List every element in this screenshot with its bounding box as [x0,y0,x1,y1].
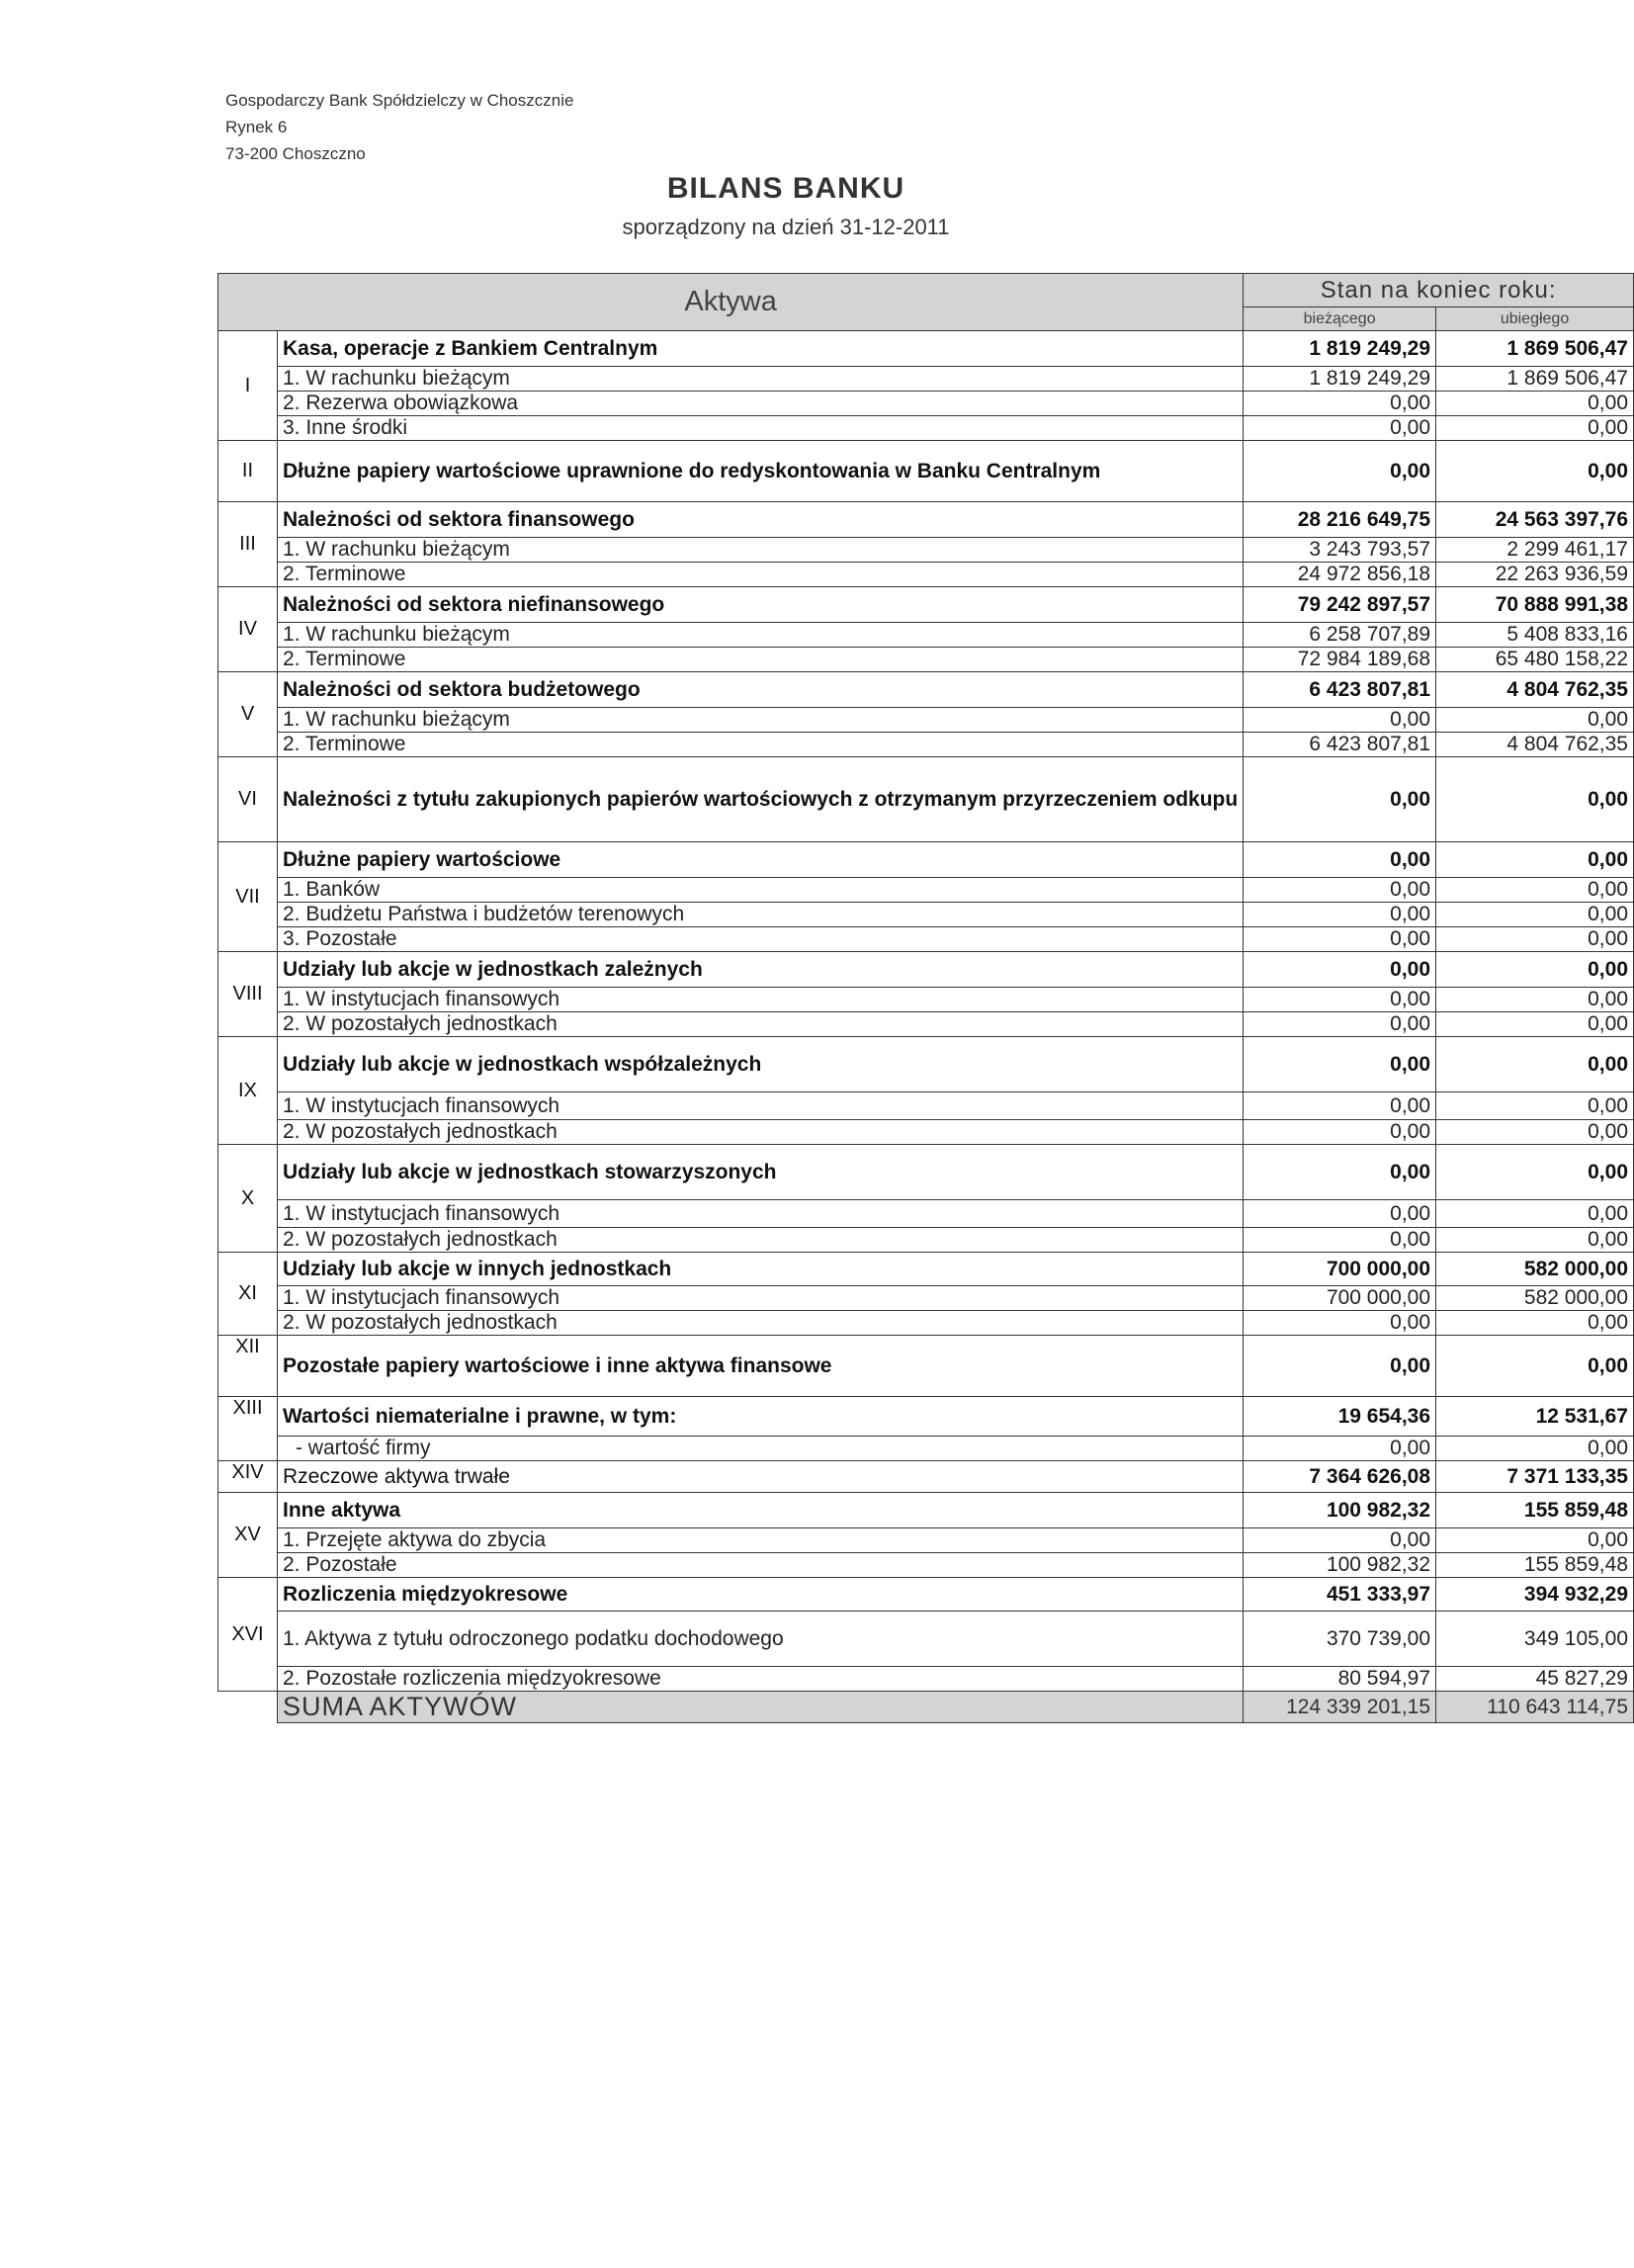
item-label: 1. W rachunku bieżącym [277,623,1243,648]
table-row [218,757,1634,842]
section-current-value: 0,00 [1244,1336,1436,1397]
header-stan-na-koniec: Stan na koniec roku: [1244,274,1634,307]
table-row [218,1397,1634,1437]
section-number: I [218,331,278,441]
item-label: 3. Pozostałe [277,927,1243,952]
section-current-value: 79 242 897,57 [1244,587,1436,623]
item-current-value: 72 984 189,68 [1244,648,1436,672]
table-row [218,538,1634,563]
section-label: Rzeczowe aktywa trwałe [277,1461,1243,1493]
item-previous-value: 0,00 [1436,1092,1634,1120]
item-label: 2. Terminowe [277,648,1243,672]
table-row [218,563,1634,587]
item-label: 2. W pozostałych jednostkach [277,1311,1243,1336]
section-number: XI [218,1253,278,1336]
item-previous-value: 0,00 [1436,416,1634,441]
item-previous-value: 0,00 [1436,1528,1634,1553]
table-row [218,1200,1634,1228]
section-number: IX [218,1037,278,1145]
table-row [218,502,1634,538]
section-number: XVI [218,1578,278,1692]
item-current-value: 0,00 [1244,1437,1436,1461]
item-previous-value: 0,00 [1436,392,1634,416]
item-previous-value: 65 480 158,22 [1436,648,1634,672]
address-street: Rynek 6 [225,118,288,136]
section-previous-value: 12 531,67 [1436,1397,1634,1437]
total-spacer [218,1692,278,1723]
table-row [218,367,1634,392]
section-number: II [218,441,278,502]
table-row [218,1286,1634,1311]
section-previous-value: 155 859,48 [1436,1493,1634,1528]
item-current-value: 0,00 [1244,903,1436,927]
table-row [218,1012,1634,1037]
section-current-value: 0,00 [1244,757,1436,842]
table-row [218,1145,1634,1200]
total-row [218,1692,1634,1723]
item-label: 2. Terminowe [277,733,1243,757]
address-city: 73-200 Choszczno [225,144,366,163]
item-current-value: 0,00 [1244,1200,1436,1228]
item-label: 2. Pozostałe rozliczenia międzyokresowe [277,1667,1243,1692]
section-previous-value: 0,00 [1436,842,1634,878]
section-number: VIII [218,952,278,1037]
item-label: 1. Aktywa z tytułu odroczonego podatku dochodowego [277,1612,1243,1667]
section-current-value: 0,00 [1244,1145,1436,1200]
section-previous-value: 0,00 [1436,757,1634,842]
item-label: 2. Budżetu Państwa i budżetów terenowych [277,903,1243,927]
section-number: XIII [218,1397,278,1461]
table-row [218,648,1634,672]
section-current-value: 6 423 807,81 [1244,672,1436,708]
item-previous-value: 0,00 [1436,927,1634,952]
section-previous-value: 582 000,00 [1436,1253,1634,1286]
item-current-value: 0,00 [1244,1528,1436,1553]
item-label: 2. Rezerwa obowiązkowa [277,392,1243,416]
item-current-value: 0,00 [1244,1120,1436,1145]
section-label: Dłużne papiery wartościowe [277,842,1243,878]
section-previous-value: 0,00 [1436,1336,1634,1397]
item-current-value: 0,00 [1244,988,1436,1012]
item-previous-value: 0,00 [1436,1228,1634,1253]
item-label: 1. W instytucjach finansowych [277,1286,1243,1311]
section-current-value: 0,00 [1244,952,1436,988]
table-row [218,1311,1634,1336]
section-label: Udziały lub akcje w jednostkach współzależnych [277,1037,1243,1092]
section-label: Udziały lub akcje w jednostkach zależnych [277,952,1243,988]
item-previous-value: 0,00 [1436,988,1634,1012]
item-current-value: 700 000,00 [1244,1286,1436,1311]
section-label: Należności od sektora budżetowego [277,672,1243,708]
item-current-value: 0,00 [1244,878,1436,903]
table-row [218,1228,1634,1253]
section-current-value: 19 654,36 [1244,1397,1436,1437]
section-number: VI [218,757,278,842]
item-previous-value: 349 105,00 [1436,1612,1634,1667]
header-aktywa: Aktywa [218,274,1244,331]
item-previous-value: 1 869 506,47 [1436,367,1634,392]
item-previous-value: 22 263 936,59 [1436,563,1634,587]
table-row [218,1528,1634,1553]
table-row [218,392,1634,416]
section-previous-value: 0,00 [1436,1145,1634,1200]
section-previous-value: 70 888 991,38 [1436,587,1634,623]
section-label: Udziały lub akcje w jednostkach stowarzyszonych [277,1145,1243,1200]
section-current-value: 7 364 626,08 [1244,1461,1436,1493]
section-label: Pozostałe papiery wartościowe i inne aktywa finansowe [277,1336,1243,1397]
section-label: Inne aktywa [277,1493,1243,1528]
item-label: 2. Pozostałe [277,1553,1243,1578]
table-row [218,988,1634,1012]
section-current-value: 451 333,97 [1244,1578,1436,1612]
item-previous-value: 0,00 [1436,903,1634,927]
table-row [218,1336,1634,1397]
table-row [218,1253,1634,1286]
item-current-value: 6 423 807,81 [1244,733,1436,757]
item-previous-value: 582 000,00 [1436,1286,1634,1311]
item-current-value: 0,00 [1244,416,1436,441]
table-header-row [218,274,1634,307]
item-label: 2. W pozostałych jednostkach [277,1120,1243,1145]
table-row [218,927,1634,952]
item-current-value: 100 982,32 [1244,1553,1436,1578]
document-subtitle: sporządzony na dzień 31-12-2011 [622,215,950,239]
item-current-value: 370 739,00 [1244,1612,1436,1667]
table-row [218,331,1634,367]
section-previous-value: 1 869 506,47 [1436,331,1634,367]
section-number: X [218,1145,278,1253]
table-row [218,416,1634,441]
table-row [218,1461,1634,1493]
balance-sheet-body [218,274,1634,1723]
table-row [218,878,1634,903]
section-label: Rozliczenia międzyokresowe [277,1578,1243,1612]
section-number: XII [218,1336,278,1397]
item-previous-value: 5 408 833,16 [1436,623,1634,648]
item-current-value: 0,00 [1244,1012,1436,1037]
header-current-year: bieżącego [1244,307,1436,331]
item-current-value: 24 972 856,18 [1244,563,1436,587]
section-current-value: 0,00 [1244,1037,1436,1092]
total-label: SUMA AKTYWÓW [277,1692,1243,1723]
section-label: Kasa, operacje z Bankiem Centralnym [277,331,1243,367]
bank-address [225,87,573,167]
item-label: - wartość firmy [277,1437,1243,1461]
table-row [218,733,1634,757]
section-previous-value: 24 563 397,76 [1436,502,1634,538]
item-current-value: 0,00 [1244,708,1436,733]
item-label: 1. W instytucjach finansowych [277,1200,1243,1228]
table-row [218,1120,1634,1145]
section-number: III [218,502,278,587]
table-row [218,1092,1634,1120]
section-previous-value: 0,00 [1436,441,1634,502]
balance-sheet-table [217,273,1634,1723]
item-current-value: 0,00 [1244,1311,1436,1336]
table-row [218,1612,1634,1667]
item-previous-value: 0,00 [1436,1437,1634,1461]
item-label: 1. W instytucjach finansowych [277,1092,1243,1120]
section-previous-value: 7 371 133,35 [1436,1461,1634,1493]
document-title: BILANS BANKU [666,172,905,205]
item-previous-value: 155 859,48 [1436,1553,1634,1578]
table-row [218,672,1634,708]
item-current-value: 3 243 793,57 [1244,538,1436,563]
table-row [218,903,1634,927]
table-row [218,1553,1634,1578]
table-row [218,1493,1634,1528]
item-current-value: 80 594,97 [1244,1667,1436,1692]
table-row [218,1578,1634,1612]
section-current-value: 0,00 [1244,842,1436,878]
item-previous-value: 4 804 762,35 [1436,733,1634,757]
table-row [218,623,1634,648]
total-previous-value: 110 643 114,75 [1436,1692,1634,1723]
section-label: Dłużne papiery wartościowe uprawnione do redyskontowania w Banku Centralnym [277,441,1243,502]
section-previous-value: 4 804 762,35 [1436,672,1634,708]
table-row [218,842,1634,878]
section-number: VII [218,842,278,952]
section-label: Wartości niematerialne i prawne, w tym: [277,1397,1243,1437]
item-previous-value: 45 827,29 [1436,1667,1634,1692]
item-current-value: 0,00 [1244,1228,1436,1253]
section-number: V [218,672,278,757]
section-current-value: 700 000,00 [1244,1253,1436,1286]
item-previous-value: 0,00 [1436,1200,1634,1228]
item-current-value: 0,00 [1244,392,1436,416]
section-label: Udziały lub akcje w innych jednostkach [277,1253,1243,1286]
table-row [218,1037,1634,1092]
table-row [218,441,1634,502]
header-previous-year: ubiegłego [1436,307,1634,331]
item-label: 2. Terminowe [277,563,1243,587]
section-current-value: 1 819 249,29 [1244,331,1436,367]
item-label: 1. W instytucjach finansowych [277,988,1243,1012]
section-previous-value: 0,00 [1436,952,1634,988]
item-previous-value: 0,00 [1436,1311,1634,1336]
section-previous-value: 0,00 [1436,1037,1634,1092]
item-label: 1. W rachunku bieżącym [277,708,1243,733]
table-row [218,708,1634,733]
table-row [218,952,1634,988]
item-previous-value: 2 299 461,17 [1436,538,1634,563]
section-current-value: 28 216 649,75 [1244,502,1436,538]
item-label: 1. Banków [277,878,1243,903]
item-label: 2. W pozostałych jednostkach [277,1228,1243,1253]
item-previous-value: 0,00 [1436,878,1634,903]
item-current-value: 6 258 707,89 [1244,623,1436,648]
item-label: 2. W pozostałych jednostkach [277,1012,1243,1037]
item-label: 1. W rachunku bieżącym [277,367,1243,392]
item-label: 3. Inne środki [277,416,1243,441]
item-previous-value: 0,00 [1436,1120,1634,1145]
item-previous-value: 0,00 [1436,1012,1634,1037]
section-label: Należności od sektora niefinansowego [277,587,1243,623]
total-current-value: 124 339 201,15 [1244,1692,1436,1723]
table-row [218,587,1634,623]
item-previous-value: 0,00 [1436,708,1634,733]
item-label: 1. Przejęte aktywa do zbycia [277,1528,1243,1553]
section-label: Należności od sektora finansowego [277,502,1243,538]
section-current-value: 100 982,32 [1244,1493,1436,1528]
item-current-value: 1 819 249,29 [1244,367,1436,392]
table-row [218,1437,1634,1461]
item-current-value: 0,00 [1244,1092,1436,1120]
section-number: IV [218,587,278,672]
table-row [218,1667,1634,1692]
item-current-value: 0,00 [1244,927,1436,952]
section-label: Należności z tytułu zakupionych papierów wartościowych z otrzymanym przyrzeczeniem odkupu [277,757,1243,842]
bank-name: Gospodarczy Bank Spółdzielczy w Choszcznie [225,91,574,110]
section-number: XIV [218,1461,278,1493]
section-number: XV [218,1493,278,1578]
section-previous-value: 394 932,29 [1436,1578,1634,1612]
item-label: 1. W rachunku bieżącym [277,538,1243,563]
section-current-value: 0,00 [1244,441,1436,502]
